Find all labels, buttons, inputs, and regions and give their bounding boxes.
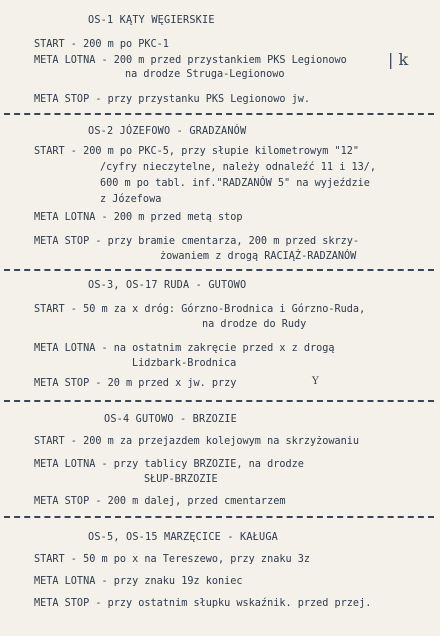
section-line: żowaniem z drogą RACIĄŻ-RADZANÓW [160,251,357,262]
section-line: META LOTNA - przy tablicy BRZOZIE, na drodze [34,459,304,470]
section-line: META LOTNA - na ostatnim zakręcie przed x z drogą [34,343,335,354]
section-line: META STOP - 200 m dalej, przed cmentarzem [34,496,286,507]
section-line: META LOTNA - przy znaku 19z koniec [34,576,243,587]
section-line: META LOTNA - 200 m przed metą stop [34,212,243,223]
section-line: START - 200 m za przejazdem kolejowym na skrzyżowaniu [34,436,360,447]
section-header: OS-2 JÓZEFOWO - GRADZANÓW [88,126,247,137]
section-line: START - 50 m za x dróg: Górzno-Brodnica i Górzno-Ruda, [34,304,366,315]
section-line: START - 50 m po x na Tereszewo, przy znaku 3z [34,554,311,565]
handwritten-mark: Y [312,376,319,387]
section-header: OS-3, OS-17 RUDA - GUTOWO [88,280,247,291]
section-line: na drodze Struga-Legionowo [125,69,285,80]
section-line: Lidzbark-Brodnica [132,358,237,369]
section-header: OS-4 GUTOWO - BRZOZIE [104,414,238,425]
section-line: META STOP - przy ostatnim słupku wskaźnik. przed przej. [34,598,372,609]
section-header: OS-1 KĄTY WĘGIERSKIE [88,15,215,26]
section-line: META STOP - przy przystanku PKS Legionowo jw. [34,94,311,105]
section-separator [4,113,434,115]
section-separator [4,516,434,518]
section-separator [4,269,434,271]
section-line: START - 200 m po PKC-1 [34,39,169,50]
section-line: START - 200 m po PKC-5, przy słupie kilometrowym "12" [34,146,360,157]
section-separator [4,400,434,402]
section-line: SŁUP-BRZOZIE [144,474,218,485]
margin-handwriting-mark: | k [388,50,409,69]
section-line: 600 m po tabl. inf."RADZANÓW 5" na wyjeździe [100,178,370,189]
section-line: z Józefowa [100,194,162,205]
section-line: /cyfry nieczytelne, należy odnaleźć 11 i 13/, [100,162,377,173]
section-header: OS-5, OS-15 MARZĘCICE - KAŁUGA [88,532,279,543]
section-line: META LOTNA - 200 m przed przystankiem PKS Legionowo [34,55,347,66]
section-line: na drodze do Rudy [202,319,307,330]
section-line: META STOP - 20 m przed x jw. przy [34,378,237,389]
section-line: META STOP - przy bramie cmentarza, 200 m przed skrzy- [34,236,360,247]
